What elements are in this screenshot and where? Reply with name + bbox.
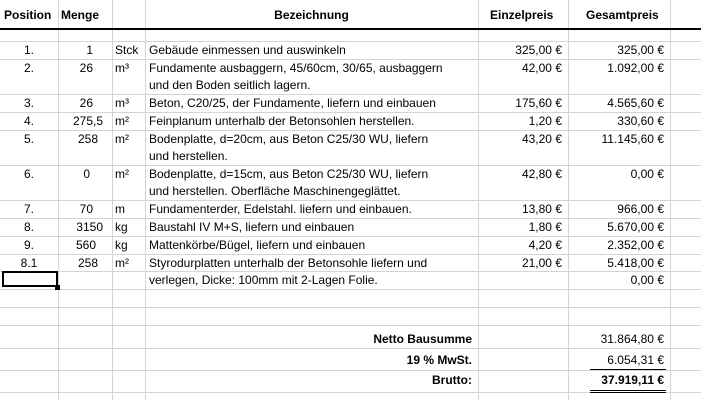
cell-gesamtpreis[interactable]: 11.145,60 € (601, 132, 664, 146)
header-gesamtpreis[interactable]: Gesamtpreis (586, 8, 659, 22)
cell-pos[interactable]: 3. (23, 96, 34, 110)
mwst-label[interactable]: 19 % MwSt. (406, 353, 472, 367)
cell-bezeichnung[interactable]: Styrodurplatten unterhalb der Betonsohle liefern und (149, 256, 428, 270)
cell-menge[interactable]: 258 (77, 132, 98, 146)
cell-bezeichnung-cont[interactable]: verlegen, Dicke: 100mm mit 2-Lagen Folie. (149, 273, 378, 287)
header-position[interactable]: Position (4, 8, 52, 22)
cell-bezeichnung[interactable]: Mattenkörbe/Bügel, liefern und einbauen (149, 238, 366, 252)
cell-einzelpreis[interactable]: 175,60 € (515, 96, 562, 110)
cell-einzelpreis[interactable]: 1,80 € (528, 220, 562, 234)
cell-bezeichnung-cont[interactable]: und herstellen. Oberfläche Maschinengeglättet. (149, 184, 401, 198)
cell-gesamtpreis[interactable]: 5.670,00 € (607, 220, 664, 234)
cell-pos[interactable]: 8. (23, 220, 34, 234)
brutto-value[interactable]: 37.919,11 € (601, 373, 664, 387)
cell-menge[interactable]: 3150 (76, 220, 103, 234)
gridline (0, 370, 701, 371)
cell-pos[interactable]: 9. (23, 238, 34, 252)
cell-menge[interactable]: 26 (79, 96, 93, 110)
mwst-value[interactable]: 6.054,31 € (607, 353, 664, 367)
cell-einheit[interactable]: kg (115, 220, 128, 234)
cell-menge[interactable]: 0 (83, 167, 90, 181)
cell-einzelpreis[interactable]: 13,80 € (521, 202, 562, 216)
cell-menge[interactable]: 560 (75, 238, 96, 252)
cell-menge[interactable]: 70 (79, 202, 93, 216)
cell-bezeichnung[interactable]: Fundamenterder, Edelstahl. liefern und einbauen. (149, 202, 412, 216)
gridline (0, 307, 701, 308)
cell-bezeichnung[interactable]: Beton, C20/25, der Fundamente, liefern und einbauen (149, 96, 436, 110)
cell-menge[interactable]: 275,5 (72, 114, 103, 128)
netto-label[interactable]: Netto Bausumme (373, 332, 472, 346)
cell-einheit[interactable]: m³ (115, 96, 129, 110)
cell-gesamtpreis[interactable]: 966,00 € (617, 202, 664, 216)
cell-einheit[interactable]: m² (115, 114, 129, 128)
cell-einzelpreis[interactable]: 1,20 € (528, 114, 562, 128)
subtotal-underline (590, 369, 666, 370)
cell-gesamtpreis[interactable]: 330,60 € (617, 114, 664, 128)
cell-einheit[interactable]: m² (115, 167, 129, 181)
netto-value[interactable]: 31.864,80 € (600, 332, 664, 346)
cell-gesamtpreis[interactable]: 5.418,00 € (607, 256, 664, 270)
cell-einzelpreis[interactable]: 4,20 € (528, 238, 562, 252)
cell-einheit[interactable]: Stck (115, 43, 139, 57)
cell-pos[interactable]: 8.1 (20, 256, 38, 270)
gridline (0, 325, 701, 326)
cell-einzelpreis[interactable]: 42,00 € (521, 61, 562, 75)
selected-cell[interactable] (2, 271, 58, 287)
cell-bezeichnung[interactable]: Feinplanum unterhalb der Betonsohlen herstellen. (149, 114, 415, 128)
cell-einheit[interactable]: m (115, 202, 125, 216)
header-border (0, 28, 701, 30)
cell-menge[interactable]: 1 (86, 43, 93, 57)
cell-einzelpreis[interactable]: 21,00 € (521, 256, 562, 270)
cell-einheit[interactable]: kg (115, 238, 128, 252)
fill-handle[interactable] (55, 285, 60, 290)
brutto-label[interactable]: Brutto: (432, 373, 472, 387)
cell-pos[interactable]: 5. (23, 132, 34, 146)
cell-bezeichnung-cont[interactable]: und den Boden seitlich lagern. (149, 78, 311, 92)
cell-einheit[interactable]: m² (115, 256, 129, 270)
cell-gesamtpreis[interactable]: 325,00 € (617, 43, 664, 57)
cell-gesamtpreis[interactable]: 0,00 € (630, 167, 664, 181)
gridline (0, 289, 701, 290)
cell-bezeichnung[interactable]: Bodenplatte, d=15cm, aus Beton C25/30 WU, liefern (149, 167, 429, 181)
cell-einheit[interactable]: m² (115, 132, 129, 146)
cell-gesamtpreis[interactable]: 2.352,00 € (607, 238, 664, 252)
cell-pos[interactable]: 4. (23, 114, 34, 128)
cell-einzelpreis[interactable]: 42,80 € (521, 167, 562, 181)
cell-bezeichnung-cont[interactable]: und herstellen. (149, 149, 228, 163)
cell-gesamtpreis[interactable]: 4.565,60 € (607, 96, 664, 110)
header-einzelpreis[interactable]: Einzelpreis (490, 8, 554, 22)
header-menge[interactable]: Menge (61, 8, 100, 22)
cell-bezeichnung[interactable]: Fundamente ausbaggern, 45/60cm, 30/65, ausbaggern (149, 61, 443, 75)
cell-einzelpreis[interactable]: 325,00 € (515, 43, 562, 57)
cell-bezeichnung[interactable]: Gebäude einmessen und auswinkeln (149, 43, 346, 57)
cell-pos[interactable]: 7. (23, 202, 34, 216)
gridline (0, 348, 701, 349)
cell-pos[interactable]: 1. (23, 43, 34, 57)
cell-pos[interactable]: 2. (23, 61, 34, 75)
cell-einheit[interactable]: m³ (115, 61, 129, 75)
header-bezeichnung[interactable]: Bezeichnung (274, 8, 349, 22)
cell-bezeichnung[interactable]: Baustahl IV M+S, liefern und einbauen (149, 220, 355, 234)
total-double-underline (590, 390, 666, 393)
cell-menge[interactable]: 26 (79, 61, 93, 75)
cell-einzelpreis[interactable]: 43,20 € (521, 132, 562, 146)
cell-gesamtpreis-extra[interactable]: 0,00 € (630, 273, 664, 287)
cell-menge[interactable]: 258 (77, 256, 98, 270)
cell-pos[interactable]: 6. (23, 167, 34, 181)
cell-bezeichnung[interactable]: Bodenplatte, d=20cm, aus Beton C25/30 WU, liefern (149, 132, 429, 146)
cell-gesamtpreis[interactable]: 1.092,00 € (607, 61, 664, 75)
